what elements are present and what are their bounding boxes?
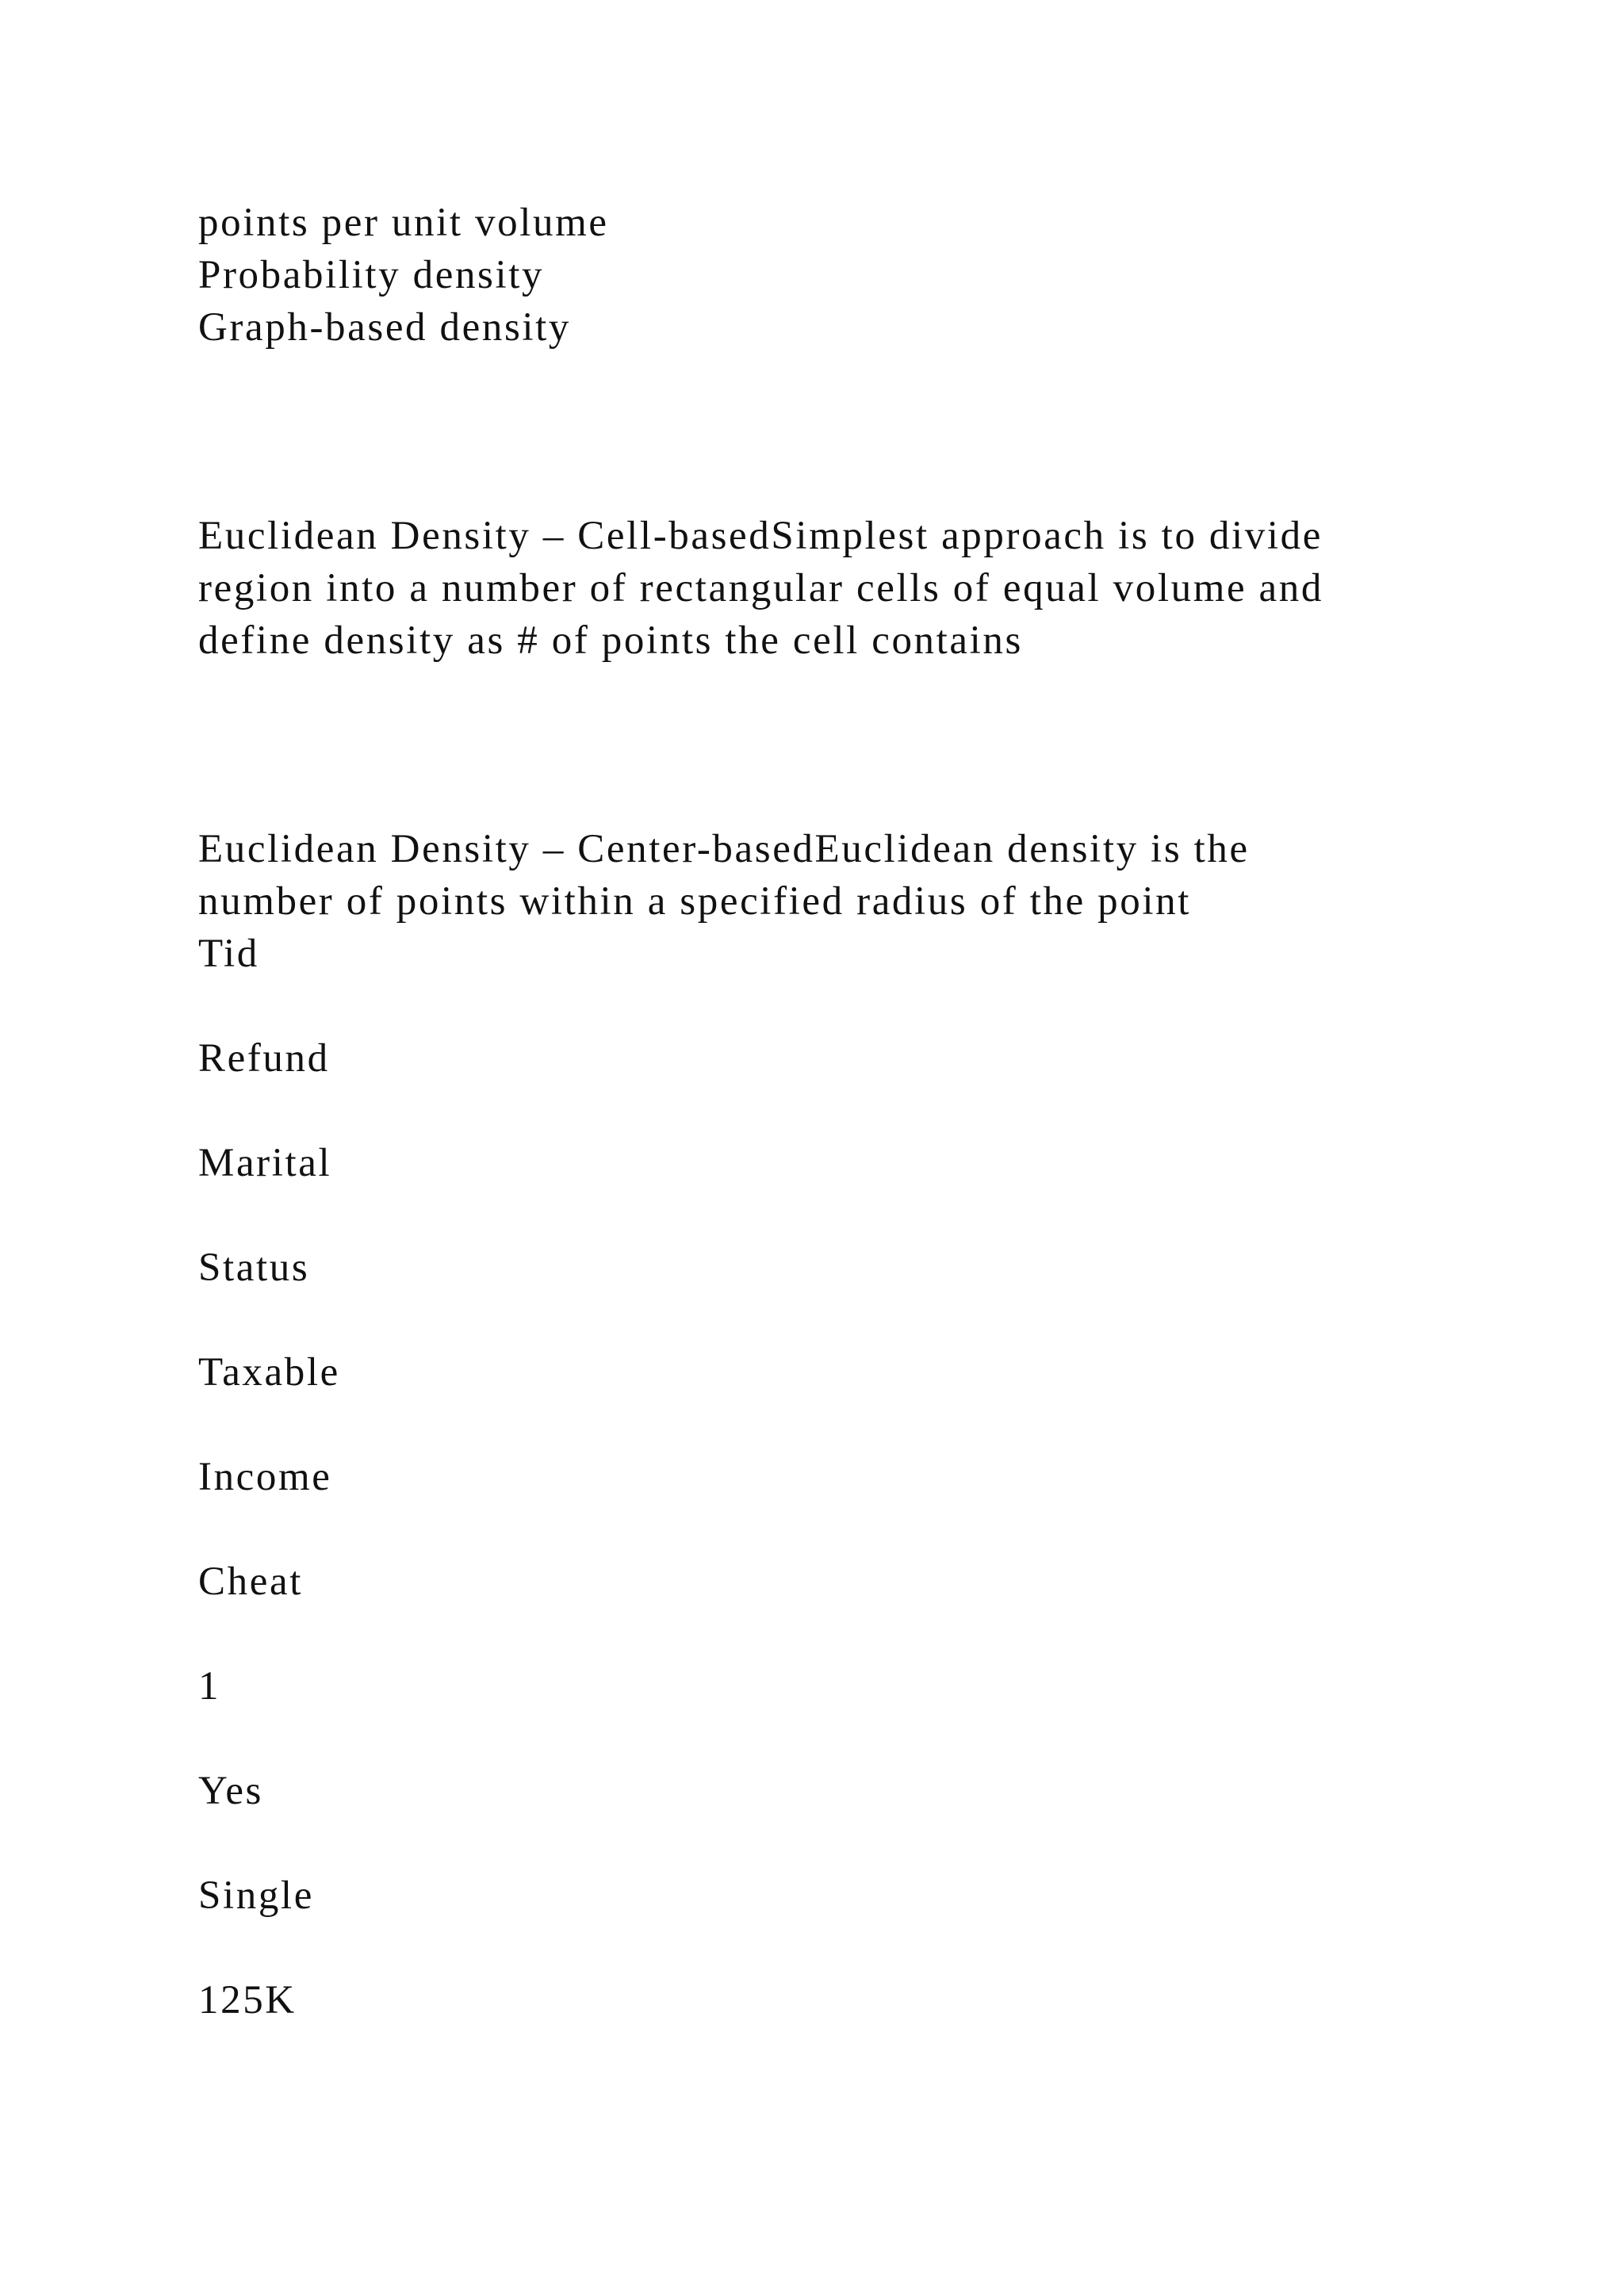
table-cell: Cheat [198, 1559, 303, 1604]
text-line: Probability density [198, 253, 545, 297]
table-cell: Yes [198, 1769, 264, 1813]
table-cell: 125K [198, 1978, 297, 2022]
table-cell: Marital [198, 1141, 332, 1185]
table-cell: Refund [198, 1036, 330, 1081]
text-line: region into a number of rectangular cells of equal volume and [198, 566, 1323, 610]
text-line: Euclidean Density – Center-basedEuclidean density is the [198, 827, 1250, 871]
table-cell: Taxable [198, 1350, 340, 1395]
table-cell: 1 [198, 1664, 221, 1709]
table-cell: Single [198, 1873, 314, 1918]
text-line: number of points within a specified radius of the point [198, 879, 1192, 924]
table-cell: Income [198, 1455, 332, 1499]
text-line: Graph-based density [198, 305, 572, 350]
table-cell: Status [198, 1246, 310, 1290]
table-cell: Tid [198, 932, 259, 976]
text-line: points per unit volume [198, 201, 609, 245]
text-line: Euclidean Density – Cell-basedSimplest approach is to divide [198, 514, 1323, 558]
text-line: define density as # of points the cell contains [198, 618, 1023, 663]
